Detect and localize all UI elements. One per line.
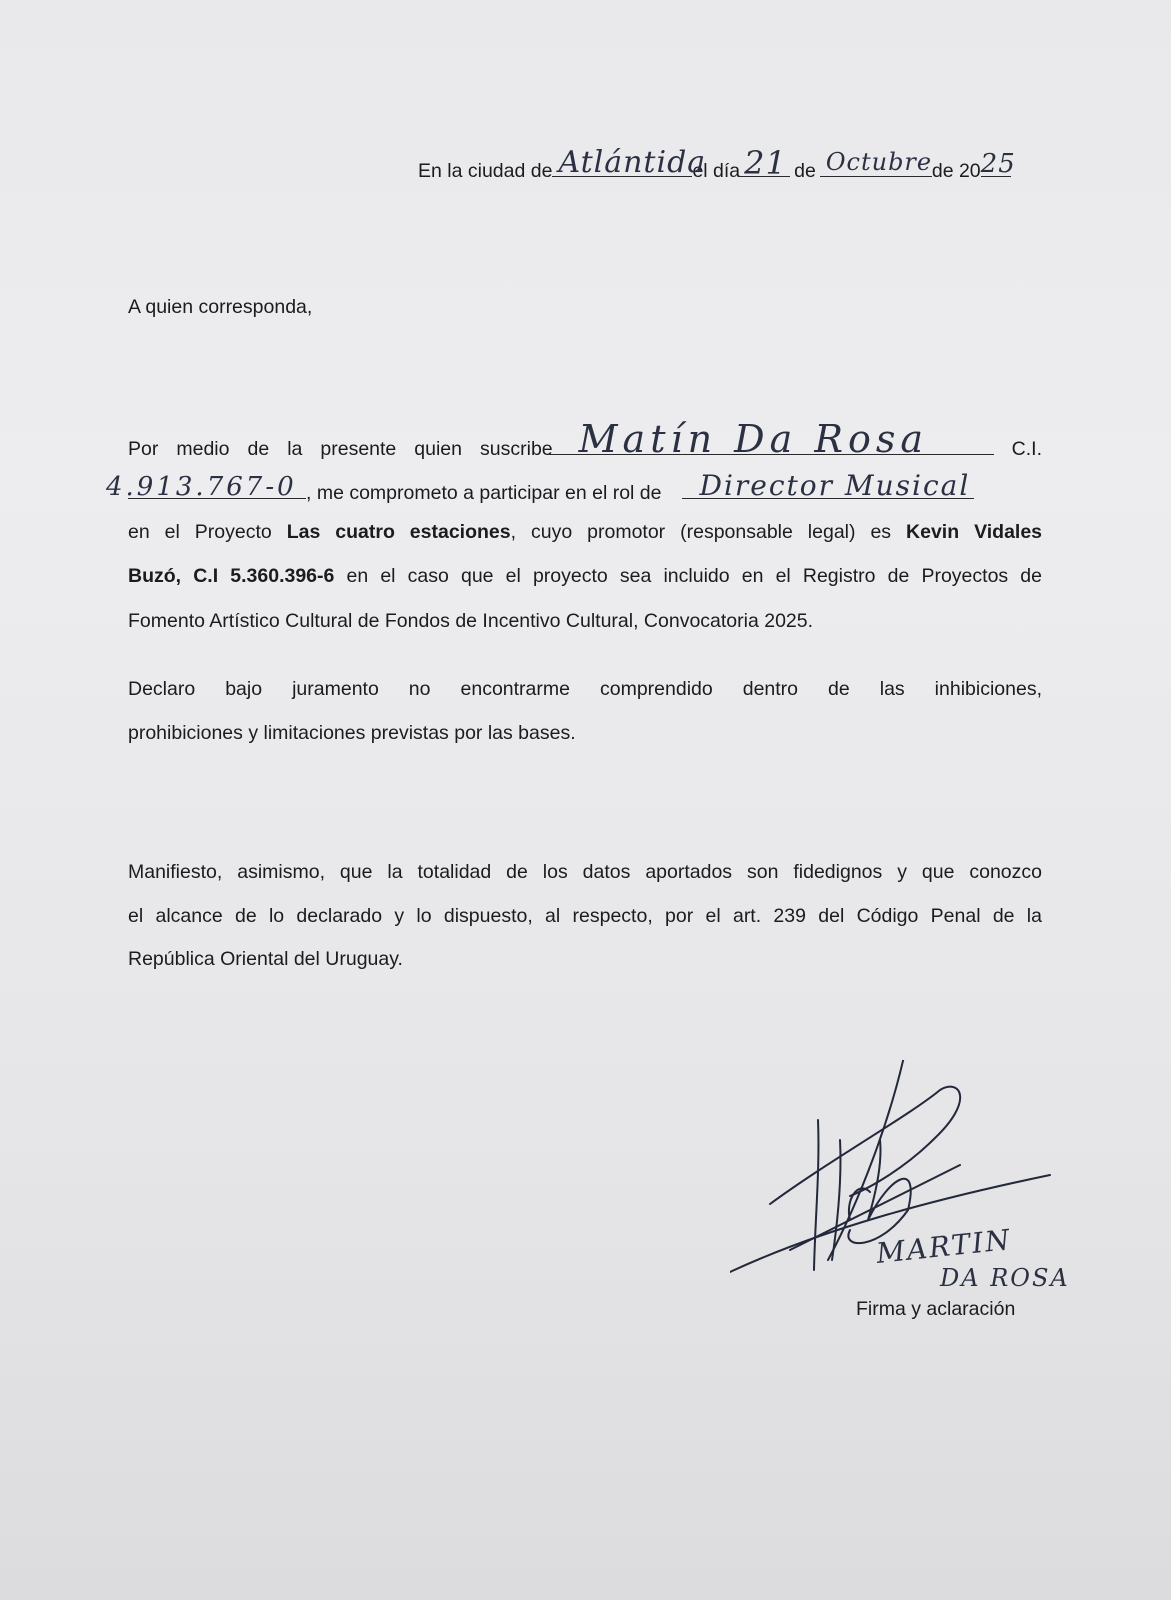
p1-line1: Por medio de la presente quien suscribe Matín Da Rosa C.I. — [128, 417, 1043, 461]
month-handwritten: Octubre — [825, 148, 933, 176]
city-prefix: En la ciudad de — [418, 160, 553, 182]
p3-line3: República Oriental del Uruguay. — [128, 948, 403, 970]
ci-number-handwritten: 4.913.767-0 — [106, 472, 297, 502]
signer-name-blank — [549, 417, 994, 461]
year-blank — [980, 149, 1016, 179]
p1-line2: 4.913.767-0 , me comprometo a participar en el rol de Director Musical — [128, 480, 974, 504]
day-blank — [740, 144, 790, 182]
city-blank — [552, 145, 707, 180]
day-prefix: el día — [692, 160, 741, 182]
ci-number-blank — [106, 472, 306, 502]
day-handwritten: 21 — [744, 144, 787, 182]
month-prefix: de — [794, 160, 816, 182]
p1-line5: Fomento Artístico Cultural de Fondos de Incentivo Cultural, Convocatoria 2025. — [128, 610, 814, 632]
signature-name-line1: MARTIN — [874, 1222, 1014, 1271]
year-prefix: de 20 — [931, 160, 981, 182]
p1-line4: Buzó, C.I 5.360.396-6 en el caso que el proyecto sea incluido en el Registro de Proyectos de — [128, 565, 1042, 587]
year-handwritten: 25 — [980, 149, 1016, 179]
promoter-id: Buzó, C.I 5.360.396-6 — [128, 565, 335, 587]
p3-line2: el alcance de lo declarado y lo dispuesto, al respecto, por el art. 239 del Código Penal de la — [128, 905, 1042, 927]
signature-name-line2: DA ROSA — [940, 1264, 1070, 1292]
salutation: A quien corresponda, — [128, 296, 313, 318]
promoter-name: Kevin Vidales — [906, 521, 1043, 543]
month-blank — [820, 148, 933, 177]
p3-line1: Manifiesto, asimismo, que la totalidad de los datos aportados son fidedignos y que conozco — [128, 861, 1042, 883]
signature-caption: Firma y aclaración — [856, 1298, 1016, 1320]
project-name: Las cuatro estaciones — [286, 521, 511, 543]
city-handwritten: Atlántida — [558, 145, 707, 180]
signer-name-handwritten: Matín Da Rosa — [578, 417, 929, 461]
role-handwritten: Director Musical — [699, 469, 971, 502]
p2-line1: Declaro bajo juramento no encontrarme comprendido dentro de las inhibiciones, — [128, 678, 1042, 700]
p2-line2: prohibiciones y limitaciones previstas por las bases. — [128, 722, 576, 744]
role-blank — [682, 469, 974, 502]
p1-line3: en el Proyecto Las cuatro estaciones, cuyo promotor (responsable legal) es Kevin Vidales — [128, 521, 1043, 543]
date-line — [418, 144, 1016, 182]
